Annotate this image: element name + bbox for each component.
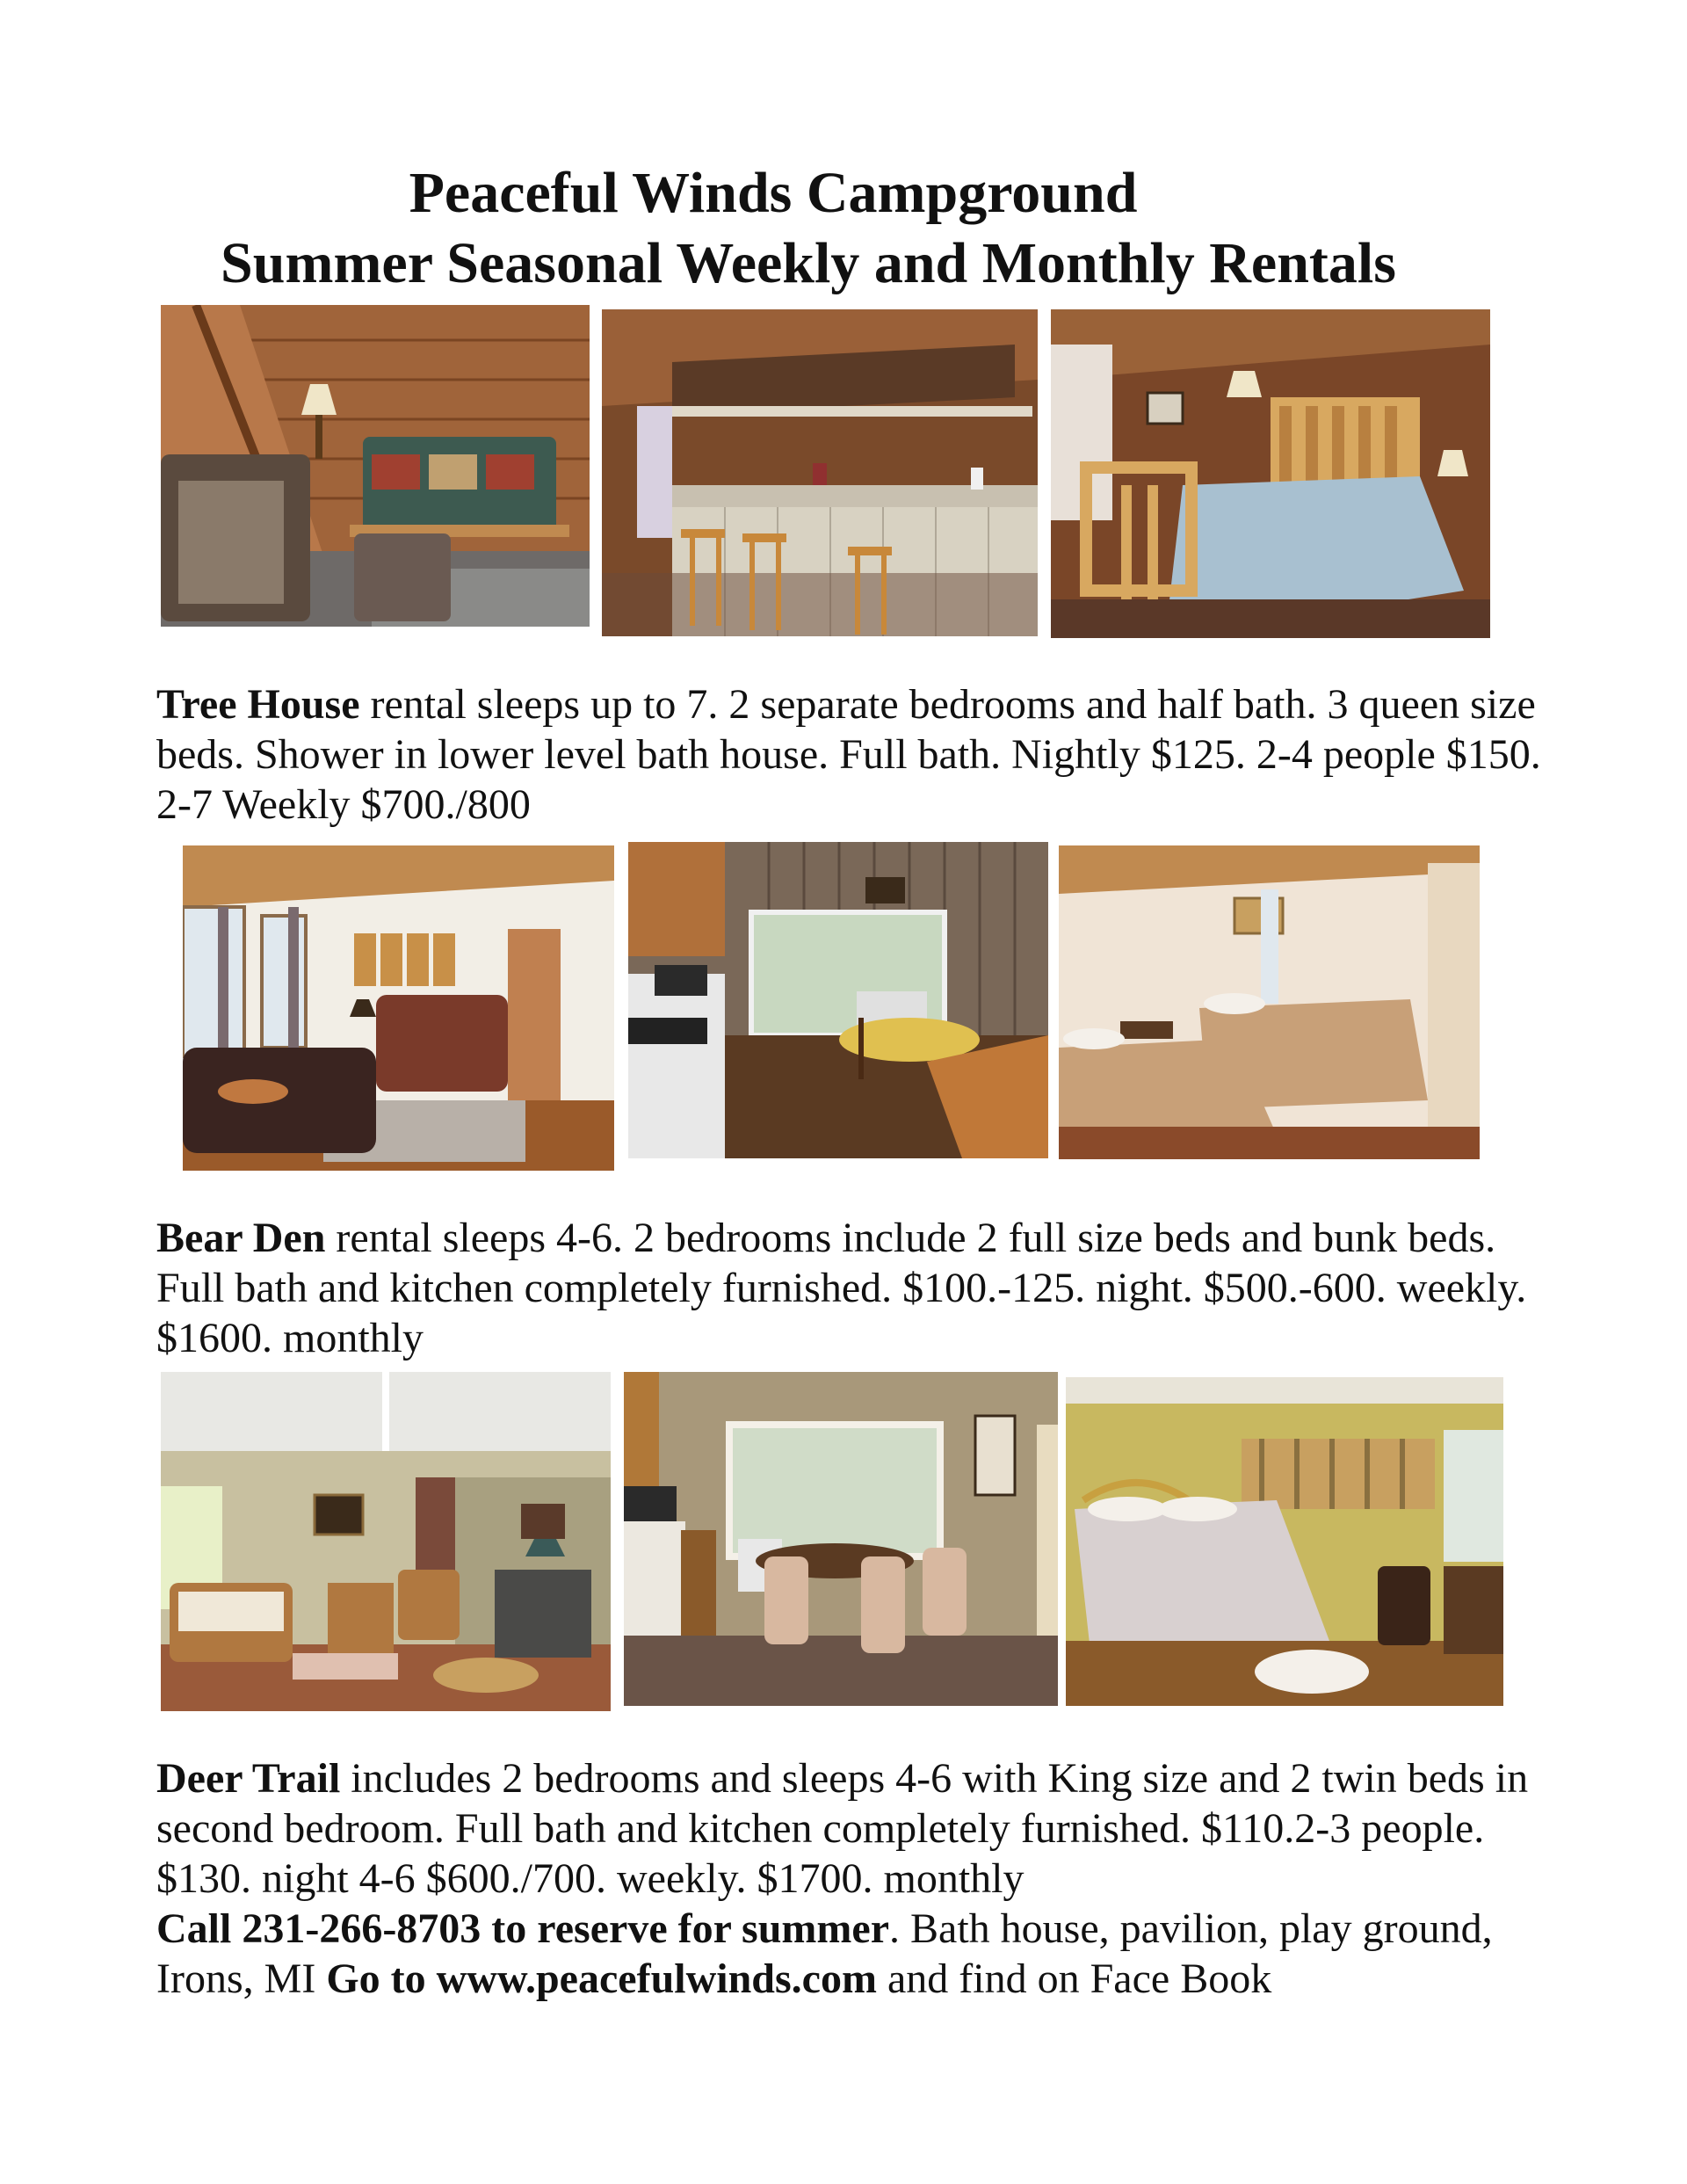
call-to-reserve: Call 231-266-8703 to reserve for summer: [156, 1905, 889, 1952]
tree-house-details: rental sleeps up to 7. 2 separate bedrooms and half bath. 3 queen size beds. Shower in lower level bath house. Full bath. Nightly $125. 2-4 people $150. 2-7 Weekly $700./800: [156, 681, 1541, 828]
bear-den-description: [156, 1213, 1562, 1363]
title-line-1: Peaceful Winds Campground: [409, 161, 1138, 225]
tree-house-kitchen-photo: [602, 309, 1038, 636]
deer-trail-kitchen-photo: [624, 1372, 1058, 1706]
website-text: Go to www.peacefulwinds.com: [326, 1955, 877, 2002]
tree-house-description: [156, 679, 1562, 830]
deer-trail-bedroom-photo: [1066, 1377, 1503, 1706]
bear-den-living-room-photo: [183, 845, 614, 1171]
page-title: [0, 158, 1617, 299]
title-line-2: Summer Seasonal Weekly and Monthly Rentals: [221, 231, 1396, 295]
tree-house-bedroom-photo: [1051, 309, 1490, 638]
deer-trail-description: [156, 1753, 1562, 2004]
bear-den-kitchen-photo: [628, 842, 1048, 1158]
tree-house-living-room-photo: [161, 305, 590, 627]
facebook-text: and find on Face Book: [876, 1955, 1272, 2002]
bear-den-details: rental sleeps 4-6. 2 bedrooms include 2 full size beds and bunk beds. Full bath and kitchen completely furnished. $100.-125. night. $500.-600. weekly. $1600. monthly: [156, 1215, 1527, 1361]
deer-trail-living-room-photo: [161, 1372, 611, 1711]
amenities-text: . Bath house, pavilion, play ground, Irons, MI: [156, 1905, 1493, 2002]
deer-trail-details: includes 2 bedrooms and sleeps 4-6 with King size and 2 twin beds in second bedroom. Full bath and kitchen completely furnished. $110.2-3 people. $130. night 4-6 $600./700. weekly. $1700. monthly: [156, 1755, 1529, 1902]
deer-trail-name: Deer Trail: [156, 1755, 341, 1802]
bear-den-name: Bear Den: [156, 1215, 326, 1261]
bear-den-bedroom-photo: [1059, 845, 1480, 1159]
tree-house-name: Tree House: [156, 681, 360, 728]
